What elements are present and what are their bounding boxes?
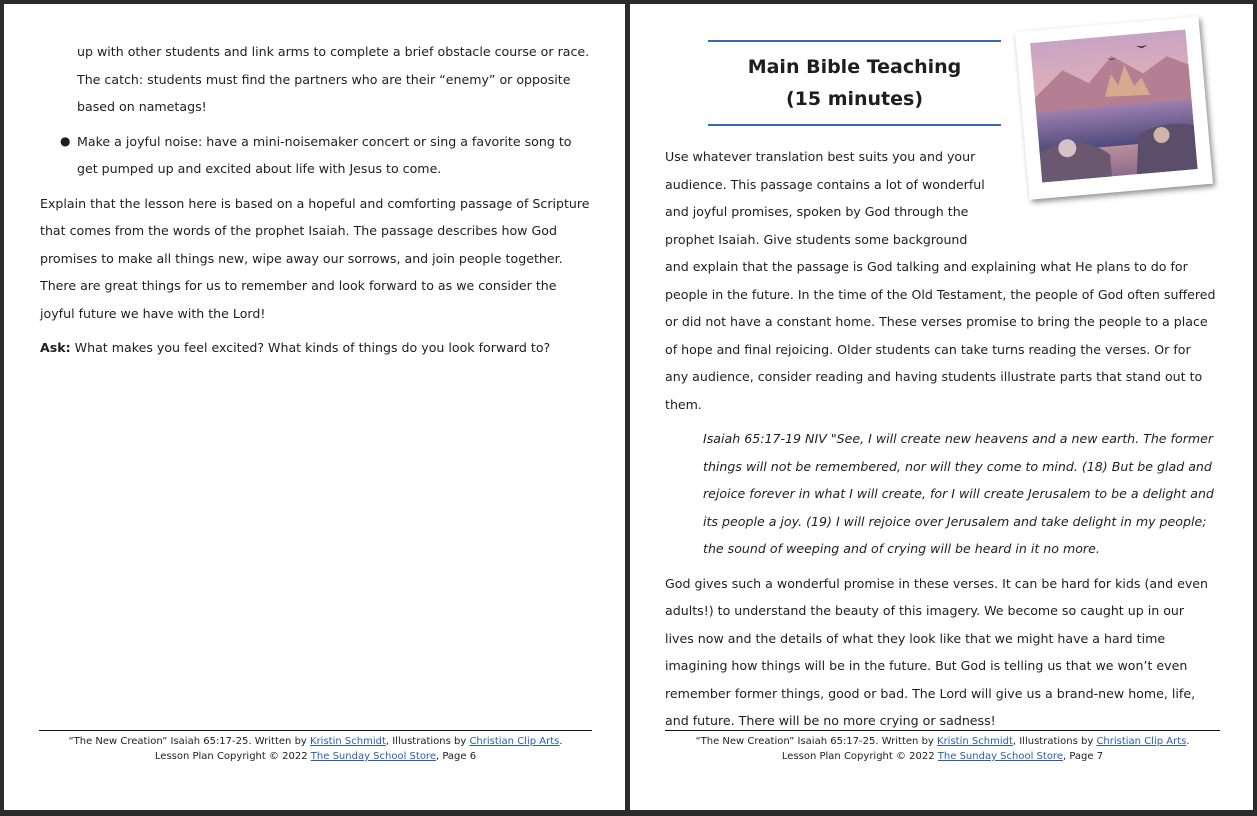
closing-paragraph: God gives such a wonderful promise in these verses. It can be hard for kids (and even adults!) to understand the beauty of this imagery. We become so caught up in our lives now and the details of what they look like that we might have a hard time imagining how things will be in the future. But God is telling us that we won’t even remember former things, good or bad. The Lord will give us a brand-new home, life, and future. There will be no more crying or sadness! (665, 575, 1209, 728)
footer-text: . (1186, 736, 1190, 747)
section-heading (708, 40, 1001, 126)
footer-line-1 (665, 734, 1220, 749)
footer-line-1 (39, 734, 592, 749)
heading-duration: (15 minutes) (785, 88, 924, 110)
store-link[interactable]: The Sunday School Store (310, 751, 436, 762)
page-footer (39, 730, 592, 764)
footer-text: “The New Creation” Isaiah 65:17-25. Written by (695, 736, 938, 747)
bullet-continuation: up with other students and link arms to complete a brief obstacle course or race. The catch: students must find the partners who are their “enemy” or opposite based on nametags! (77, 44, 590, 114)
left-page (4, 4, 625, 810)
store-link[interactable]: The Sunday School Store (937, 751, 1063, 762)
author-link[interactable]: Kristin Schmidt (937, 736, 1013, 747)
bullet-list (40, 128, 595, 183)
right-page-content (665, 143, 1216, 742)
footer-text: “The New Creation” Isaiah 65:17-25. Written by (68, 736, 311, 747)
footer-text: . (559, 736, 563, 747)
image-wrap-space (992, 143, 1216, 227)
footer-text: , Illustrations by (1012, 736, 1097, 747)
page-number: , Page 6 (435, 751, 477, 762)
footer-line-2 (665, 749, 1220, 764)
heading-title: Main Bible Teaching (747, 56, 962, 78)
intro-paragraph: Use whatever translation best suits you and your audience. This passage contains a lot of wonderful and joyful promises, spoken by God through the prophet Isaiah. Give students some background and explain that the passage is God talking and explaining what He plans to do for people in the future. In the time of the Old Testament, the people of God often suffered or did not have a constant home. These verses promise to bring the people to a place of hope and final rejoicing. Older students can take turns reading the verses. Or for any audience, consider reading and having students illustrate parts that stand out to them. (665, 149, 1216, 412)
ask-text: What makes you feel excited? What kinds of things do you look forward to? (70, 340, 551, 355)
illustrator-link[interactable]: Christian Clip Arts (469, 736, 560, 747)
author-link[interactable]: Kristin Schmidt (310, 736, 386, 747)
scripture-quote: Isaiah 65:17-19 NIV "See, I will create new heavens and a new earth. The former things will not be remembered, nor will they come to mind. (18) But be glad and rejoice forever in what I will create, for I will create Jerusalem to be a delight and its people a joy. (19) I will rejoice over Jerusalem and take delight in my people; the sound of weeping and of crying will be heard in it no more. (703, 431, 1214, 556)
footer-text: Lesson Plan Copyright © 2022 (154, 751, 311, 762)
right-page (630, 4, 1253, 810)
ask-paragraph (40, 334, 595, 362)
page-footer (665, 730, 1220, 764)
list-item (60, 128, 595, 183)
illustrator-link[interactable]: Christian Clip Arts (1096, 736, 1187, 747)
footer-text: Lesson Plan Copyright © 2022 (781, 751, 938, 762)
left-page-content (40, 38, 595, 369)
bullet-text: Make a joyful noise: have a mini-noisemaker concert or sing a favorite song to get pumped up and excited about life with Jesus to come. (77, 133, 572, 176)
footer-text: , Illustrations by (385, 736, 470, 747)
intro-paragraph: Explain that the lesson here is based on a hopeful and comforting passage of Scripture that comes from the words of the prophet Isaiah. The passage describes how God promises to make all things new, wipe away our sorrows, and join people together. There are great things for us to remember and look forward to as we consider the joyful future we have with the Lord! (40, 195, 590, 321)
footer-line-2 (39, 749, 592, 764)
page-number: , Page 7 (1062, 751, 1104, 762)
bullet-icon: ● (60, 133, 71, 148)
ask-label: Ask: (40, 340, 71, 355)
